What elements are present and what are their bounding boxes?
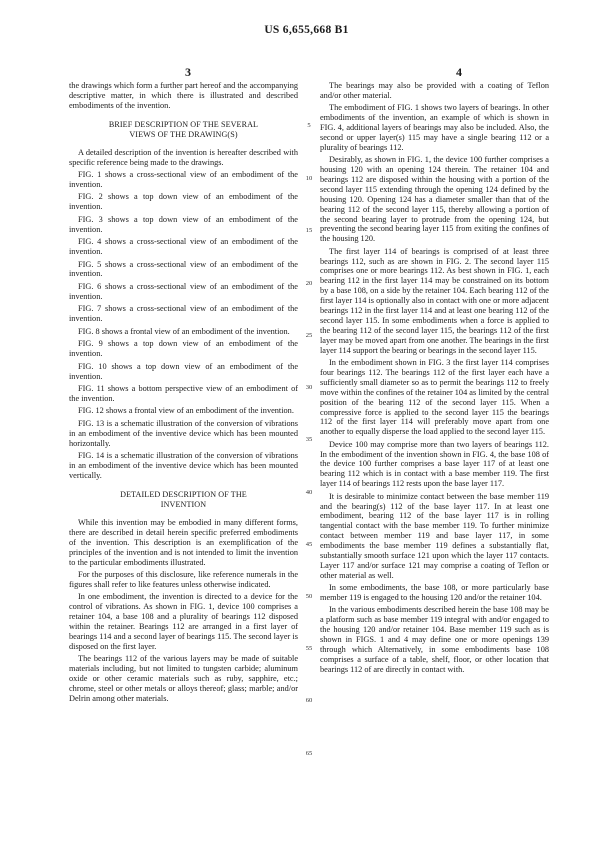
line-number: 35 [305, 436, 313, 443]
body-paragraph: In the embodiment shown in FIG. 3 the first layer 114 comprises four bearings 112. The bearings 112 of the first layer each have a sufficiently small diameter so as to permit the bearings 112 to freely move within the confines of the retainer 104 as limited by the central position of the bearing 112 of the second layer 115. When a compressive force is applied to the second layer 115 the bearings 112 of the first layer 114 will preferably move apart from one another to equally disperse the load applied to the second layer 115. [320, 358, 550, 437]
body-paragraph: It is desirable to minimize contact between the base member 119 and the bearing(s) 112 of the base layer 117. In at least one embodiment, bearing 112 of the base layer 117 is in rolling tangential contact with the base member 119. To further minimize contact between member 119 and base layer 117, in some embodiments the base member 119 defines a substantially flat, substantially smooth surface 121 upon which the layer 117 contacts. Layer 117 and/or surface 121 may comprise a coating of Teflon or other material as well. [320, 491, 549, 580]
body-paragraph: The first layer 114 of bearings is comprised of at least three bearings 112, such as are shown in FIG. 2. The second layer 115 comprises one or more bearings 112. As best shown in FIG. 1, each bearing 112 in the first layer 114 may be constrained on its bottom by a base 108, on a side by the retainer 104. Each bearing 112 of the first layer 114 is optionally also in contact with one or more adjacent bearings 112 in the first layer 114 and at least one bearing 112 of the second layer 115. In some embodiments when a force is applied to the bearing 112 of the second layer 115, the bearings 112 of the first layer may be moved apart from one another. The bearings in the first layer 114 support the bearing or bearings in the second layer 115. [320, 246, 549, 355]
figure-description: FIG. 12 shows a frontal view of an embodiment of the invention. [78, 406, 294, 416]
figure-description: FIG. 14 is a schematic illustration of the conversion of vibrations in an embodiment of the inventive device which has been mounted vertically. [69, 451, 298, 481]
body-paragraph: Device 100 may comprise more than two layers of bearings 112. In the embodiment of the invention shown in FIG. 4, the base 108 of the device 100 further comprises a base layer 117 of at least one bearing 112 which is in contact with a base member 119. The first layer 114 of bearings 112 rests upon the base layer 117. [320, 439, 549, 489]
line-number: 45 [305, 541, 313, 548]
right-column [320, 81, 549, 677]
figure-description: FIG. 4 shows a cross-sectional view of an embodiment of the invention. [69, 237, 298, 257]
brief-heading-line-2: VIEWS OF THE DRAWING(S) [129, 129, 238, 139]
detailed-heading-line-1: DETAILED DESCRIPTION OF THE [120, 490, 247, 500]
brief-heading-line-1: BRIEF DESCRIPTION OF THE SEVERAL [108, 119, 259, 129]
left-column-number: 3 [185, 65, 191, 79]
figure-description: FIG. 13 is a schematic illustration of the conversion of vibrations in an embodiment of the inventive device which has been mounted horizontally. [69, 418, 298, 448]
detailed-description-heading [77, 490, 290, 510]
right-column-number: 4 [456, 65, 462, 79]
brief-intro-paragraph: A detailed description of the invention is hereafter described with specific reference being made to the drawings. [69, 147, 298, 167]
line-number: 25 [305, 332, 313, 339]
line-number: 60 [305, 697, 313, 704]
line-number: 5 [307, 122, 311, 129]
figure-description: FIG. 9 shows a top down view of an embodiment of the invention. [69, 339, 298, 359]
line-numbers [302, 0, 316, 845]
line-number: 15 [305, 227, 313, 234]
body-paragraph: In some embodiments, the base 108, or more particularly base member 119 is engaged to the housing 120 and/or the retainer 104. [320, 583, 549, 603]
figure-description: FIG. 1 shows a cross-sectional view of an embodiment of the invention. [69, 169, 298, 189]
body-paragraph: In the various embodiments described herein the base 108 may be a platform such as base member 119 integral with and/or engaged to the housing 120 and/or retainer 104. Base member 119 such as is shown in FIGS. 1 and 4 may define one or more openings 139 through which Alternatively, in some embodiments base 108 comprises a surface of a table, shelf, floor, or other location that bearings 112 of are directly in contact with. [320, 605, 549, 674]
body-paragraph: For the purposes of this disclosure, like reference numerals in the figures shall refer to like features unless otherwise indicated. [69, 569, 298, 589]
line-number: 40 [305, 489, 313, 496]
figure-description: FIG. 11 shows a bottom perspective view of an embodiment of the invention. [69, 384, 298, 403]
figure-description: FIG. 3 shows a top down view of an embodiment of the invention. [69, 214, 298, 234]
line-number: 30 [305, 384, 313, 391]
detailed-heading-line-2: INVENTION [160, 500, 207, 510]
body-paragraph: Desirably, as shown in FIG. 1, the device 100 further comprises a housing 120 with an opening 124 therein. The retainer 104 and bearings 112 are disposed within the housing with a portion of the second layer 115 extending through the opening 124 defined by the housing 120. Opening 124 has a diameter smaller than that of the bearing 112 of the second layer 115, thereby allowing a portion of the second bearing layer to protrude from the opening 124, but preventing the second bearing layer 115 from exiting the confines of the housing 120. [320, 155, 549, 244]
figure-description: FIG. 7 shows a cross-sectional view of an embodiment of the invention. [69, 304, 298, 324]
patent-number: US 6,655,668 B1 [264, 24, 349, 36]
figure-description: FIG. 6 shows a cross-sectional view of an embodiment of the invention. [69, 281, 298, 301]
figure-description: FIG. 5 shows a cross-sectional view of an embodiment of the invention. [69, 259, 298, 279]
line-number: 65 [305, 750, 313, 757]
line-number: 55 [305, 645, 313, 652]
intro-paragraph: the drawings which form a further part hereof and the accompanying descriptive matter, in which there is illustrated and described embodiments of the invention. [69, 81, 298, 110]
line-number: 20 [305, 280, 313, 287]
body-paragraph: The bearings 112 of the various layers may be made of suitable materials including, but not limited to tungsten carbide; aluminum oxide or other ceramic materials such as ruby, sapphire, etc.; chrome, steel or other metals or alloys thereof; glass; marble; and/or Delrin among other materials. [69, 653, 298, 703]
body-paragraph: In one embodiment, the invention is directed to a device for the control of vibrations. As shown in FIG. 1, device 100 comprises a retainer 104, a base 108 and a plurality of bearings 112 disposed within the retainer. Bearings 112 are arranged in a first layer of bearings 114 and a second layer of bearings 115. The second layer is disposed on the first layer. [69, 592, 298, 651]
figure-description: FIG. 2 shows a top down view of an embodiment of the invention. [69, 192, 298, 212]
body-paragraph: The embodiment of FIG. 1 shows two layers of bearings. In other embodiments of the invention, an example of which is shown in FIG. 4, additional layers of bearings may also be included. Also, the second or upper layer(s) 115 may have a single bearing 112 or a plurality of bearings 112. [320, 103, 549, 152]
line-number: 50 [305, 593, 313, 600]
figure-description: FIG. 10 shows a top down view of an embodiment of the invention. [69, 361, 298, 381]
left-column [69, 81, 298, 706]
brief-description-heading [77, 120, 290, 140]
body-paragraph: The bearings may also be provided with a coating of Teflon and/or other material. [320, 81, 549, 100]
body-paragraph: While this invention may be embodied in many different forms, there are described in detail herein specific preferred embodiments of the invention. This description is an exemplification of the principles of the invention and is not intended to limit the invention to the particular embodiments illustrated. [69, 518, 298, 567]
figure-description: FIG. 8 shows a frontal view of an embodiment of the invention. [78, 326, 290, 336]
line-number: 10 [305, 175, 313, 182]
